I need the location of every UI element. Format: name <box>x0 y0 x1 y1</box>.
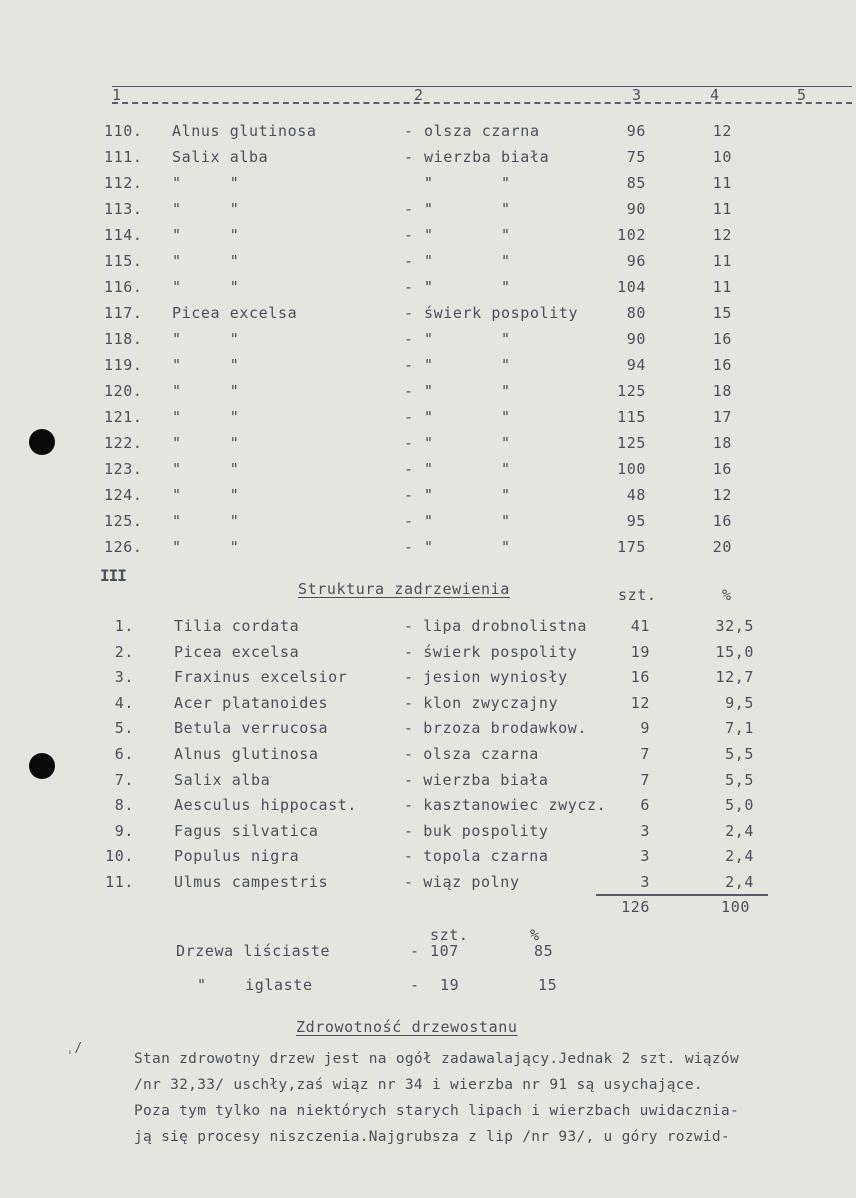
structure-row-number: 1. <box>114 617 134 635</box>
inv-row-height: 90 <box>626 200 646 218</box>
inv-row-number: 117. <box>104 304 143 322</box>
inv-row-dash: - <box>404 486 414 504</box>
inv-row-number: 112. <box>104 174 143 192</box>
structure-row-szt: 3 <box>640 847 650 865</box>
structure-row-number: 10. <box>105 847 134 865</box>
hole-punch-upper <box>29 429 55 455</box>
structure-row-latin: Alnus glutinosa <box>174 745 319 763</box>
inv-row-diameter: 11 <box>712 174 732 192</box>
summary-szt-coniferous: 19 <box>440 976 460 994</box>
structure-row-number: 11. <box>105 873 134 891</box>
inv-row-height: 125 <box>617 382 646 400</box>
structure-row-polish: - olsza czarna <box>404 745 539 763</box>
structure-row-polish: - wierzba biała <box>404 771 549 789</box>
inv-row-diameter: 10 <box>712 148 732 166</box>
header-top-rule <box>112 86 852 87</box>
structure-row-number: 3. <box>114 668 134 686</box>
inv-row-diameter: 16 <box>712 512 732 530</box>
inv-row-latin: " " <box>172 460 240 478</box>
structure-row-latin: Betula verrucosa <box>174 719 329 737</box>
inv-row-dash: - <box>404 538 414 556</box>
hole-punch-lower <box>29 753 55 779</box>
inv-row-number: 110. <box>104 122 143 140</box>
inv-row-dash: - <box>404 252 414 270</box>
structure-row-latin: Tilia cordata <box>174 617 300 635</box>
inv-row-latin: " " <box>172 486 240 504</box>
inv-row-diameter: 18 <box>712 434 732 452</box>
summary-header-szt: szt. <box>430 926 469 944</box>
structure-row-pct: 2,4 <box>725 822 754 840</box>
structure-row-pct: 15,0 <box>715 643 754 661</box>
inv-row-number: 113. <box>104 200 143 218</box>
structure-total-pct: 100 <box>721 898 750 916</box>
structure-total-rule <box>596 894 768 896</box>
inv-row-polish: " " <box>424 486 511 504</box>
inv-row-latin: " " <box>172 252 240 270</box>
inv-row-latin: Alnus glutinosa <box>172 122 317 140</box>
inv-row-number: 118. <box>104 330 143 348</box>
inv-row-dash: - <box>404 278 414 296</box>
inv-row-height: 80 <box>626 304 646 322</box>
summary-label-deciduous: Drzewa liściaste <box>176 942 331 960</box>
inv-row-latin: " " <box>172 226 240 244</box>
inv-row-polish: " " <box>424 174 511 192</box>
section-title: Struktura zadrzewienia <box>298 580 510 598</box>
inv-row-polish: " " <box>424 200 511 218</box>
inv-row-diameter: 16 <box>712 460 732 478</box>
summary-label-coniferous: " iglaste <box>197 976 313 994</box>
inv-row-number: 111. <box>104 148 143 166</box>
structure-row-szt: 6 <box>640 796 650 814</box>
inv-row-number: 125. <box>104 512 143 530</box>
inv-row-height: 175 <box>617 538 646 556</box>
structure-row-polish: - kasztanowiec zwycz. <box>404 796 607 814</box>
inv-row-number: 126. <box>104 538 143 556</box>
structure-row-number: 4. <box>114 694 134 712</box>
structure-row-latin: Salix alba <box>174 771 271 789</box>
summary-header-pct: % <box>530 926 540 944</box>
inv-row-dash: - <box>404 226 414 244</box>
structure-row-pct: 7,1 <box>725 719 754 737</box>
summary-dash-coniferous: - <box>410 976 420 994</box>
structure-row-latin: Ulmus campestris <box>174 873 329 891</box>
inv-row-height: 95 <box>626 512 646 530</box>
inv-row-diameter: 18 <box>712 382 732 400</box>
structure-row-szt: 41 <box>630 617 650 635</box>
inv-row-height: 96 <box>626 252 646 270</box>
inv-row-latin: " " <box>172 512 240 530</box>
inv-row-polish: olsza czarna <box>424 122 540 140</box>
inv-row-height: 75 <box>626 148 646 166</box>
structure-row-number: 6. <box>114 745 134 763</box>
structure-row-polish: - klon zwyczajny <box>404 694 559 712</box>
inv-row-polish: " " <box>424 356 511 374</box>
inv-row-diameter: 17 <box>712 408 732 426</box>
structure-row-polish: - topola czarna <box>404 847 549 865</box>
header-dashed-rule <box>112 102 852 104</box>
inv-row-polish: " " <box>424 460 511 478</box>
header-col-1: 1 <box>112 86 122 104</box>
inv-row-number: 116. <box>104 278 143 296</box>
structure-row-szt: 3 <box>640 822 650 840</box>
structure-row-pct: 9,5 <box>725 694 754 712</box>
inv-row-diameter: 20 <box>712 538 732 556</box>
structure-row-latin: Picea excelsa <box>174 643 300 661</box>
inv-row-number: 124. <box>104 486 143 504</box>
inv-row-polish: " " <box>424 278 511 296</box>
structure-row-szt: 7 <box>640 771 650 789</box>
inv-row-dash: - <box>404 304 414 322</box>
inv-row-latin: " " <box>172 278 240 296</box>
inv-row-number: 121. <box>104 408 143 426</box>
summary-pct-deciduous: 85 <box>534 942 554 960</box>
margin-mark: ˌ/ <box>66 1041 83 1056</box>
inv-row-dash: - <box>404 434 414 452</box>
paragraph-line: ją się procesy niszczenia.Najgrubsza z lip /nr 93/, u góry rozwid- <box>134 1129 730 1145</box>
inv-row-height: 90 <box>626 330 646 348</box>
structure-row-szt: 9 <box>640 719 650 737</box>
structure-row-latin: Fraxinus excelsior <box>174 668 348 686</box>
inv-row-height: 125 <box>617 434 646 452</box>
inv-row-polish: " " <box>424 382 511 400</box>
structure-row-polish: - świerk pospolity <box>404 643 578 661</box>
section-marker: III <box>100 566 126 585</box>
inv-row-diameter: 11 <box>712 278 732 296</box>
structure-row-pct: 12,7 <box>715 668 754 686</box>
inv-row-latin: " " <box>172 538 240 556</box>
structure-row-number: 9. <box>114 822 134 840</box>
inv-row-latin: " " <box>172 382 240 400</box>
inv-row-polish: wierzba biała <box>424 148 550 166</box>
inv-row-diameter: 11 <box>712 200 732 218</box>
structure-row-pct: 5,0 <box>725 796 754 814</box>
structure-row-szt: 16 <box>630 668 650 686</box>
structure-row-polish: - lipa drobnolistna <box>404 617 587 635</box>
inv-row-dash: - <box>404 460 414 478</box>
inv-row-diameter: 12 <box>712 122 732 140</box>
header-col-3: 3 <box>632 86 642 104</box>
structure-row-polish: - wiąz polny <box>404 873 520 891</box>
inv-row-latin: Salix alba <box>172 148 269 166</box>
structure-row-pct: 5,5 <box>725 745 754 763</box>
inv-row-height: 85 <box>626 174 646 192</box>
structure-total-szt: 126 <box>621 898 650 916</box>
paragraph-line: Stan zdrowotny drzew jest na ogół zadawalający.Jednak 2 szt. wiązów <box>134 1051 739 1067</box>
structure-row-latin: Fagus silvatica <box>174 822 319 840</box>
inv-row-dash: - <box>404 330 414 348</box>
inv-row-diameter: 16 <box>712 330 732 348</box>
inv-row-dash: - <box>404 382 414 400</box>
structure-row-szt: 7 <box>640 745 650 763</box>
structure-row-latin: Aesculus hippocast. <box>174 796 357 814</box>
inv-row-diameter: 12 <box>712 486 732 504</box>
inv-row-height: 94 <box>626 356 646 374</box>
structure-row-latin: Acer platanoides <box>174 694 329 712</box>
inv-row-latin: Picea excelsa <box>172 304 298 322</box>
inv-row-polish: " " <box>424 408 511 426</box>
inv-row-number: 119. <box>104 356 143 374</box>
inv-row-latin: " " <box>172 434 240 452</box>
header-col-4: 4 <box>710 86 720 104</box>
structure-row-polish: - brzoza brodawkow. <box>404 719 587 737</box>
inv-row-dash: - <box>404 356 414 374</box>
inv-row-dash: - <box>404 512 414 530</box>
structure-row-pct: 5,5 <box>725 771 754 789</box>
header-col-5: 5 <box>797 86 807 104</box>
inv-row-polish: świerk pospolity <box>424 304 579 322</box>
inv-row-number: 120. <box>104 382 143 400</box>
inv-row-latin: " " <box>172 356 240 374</box>
summary-pct-coniferous: 15 <box>538 976 558 994</box>
inv-row-polish: " " <box>424 538 511 556</box>
inv-row-polish: " " <box>424 252 511 270</box>
inv-row-latin: " " <box>172 174 240 192</box>
structure-row-pct: 32,5 <box>715 617 754 635</box>
inv-row-latin: " " <box>172 408 240 426</box>
structure-row-polish: - buk pospolity <box>404 822 549 840</box>
structure-row-pct: 2,4 <box>725 873 754 891</box>
inv-row-height: 100 <box>617 460 646 478</box>
paragraph-line: Poza tym tylko na niektórych starych lipach i wierzbach uwidacznia- <box>134 1103 739 1119</box>
inv-row-height: 102 <box>617 226 646 244</box>
inv-row-polish: " " <box>424 434 511 452</box>
inv-row-height: 48 <box>626 486 646 504</box>
paragraph-line: /nr 32,33/ uschły,zaś wiąz nr 34 i wierzba nr 91 są usychające. <box>134 1077 703 1093</box>
inv-row-dash: - <box>404 122 414 140</box>
inv-row-height: 115 <box>617 408 646 426</box>
inv-row-number: 123. <box>104 460 143 478</box>
inv-row-polish: " " <box>424 330 511 348</box>
inv-row-diameter: 12 <box>712 226 732 244</box>
structure-header-pct: % <box>722 586 732 604</box>
inv-row-number: 122. <box>104 434 143 452</box>
structure-row-szt: 3 <box>640 873 650 891</box>
inv-row-number: 114. <box>104 226 143 244</box>
inv-row-height: 104 <box>617 278 646 296</box>
inv-row-diameter: 11 <box>712 252 732 270</box>
structure-header-szt: szt. <box>618 586 657 604</box>
inv-row-polish: " " <box>424 512 511 530</box>
inv-row-number: 115. <box>104 252 143 270</box>
structure-row-pct: 2,4 <box>725 847 754 865</box>
inv-row-dash: - <box>404 200 414 218</box>
inv-row-polish: " " <box>424 226 511 244</box>
structure-row-number: 5. <box>114 719 134 737</box>
structure-row-polish: - jesion wyniosły <box>404 668 568 686</box>
structure-row-number: 2. <box>114 643 134 661</box>
inv-row-dash: - <box>404 148 414 166</box>
structure-row-latin: Populus nigra <box>174 847 300 865</box>
inv-row-latin: " " <box>172 200 240 218</box>
structure-row-szt: 12 <box>630 694 650 712</box>
summary-szt-deciduous: 107 <box>430 942 459 960</box>
inv-row-diameter: 16 <box>712 356 732 374</box>
structure-row-number: 7. <box>114 771 134 789</box>
structure-row-szt: 19 <box>630 643 650 661</box>
inv-row-latin: " " <box>172 330 240 348</box>
inv-row-dash: - <box>404 408 414 426</box>
header-col-2: 2 <box>414 86 424 104</box>
inv-row-height: 96 <box>626 122 646 140</box>
health-title: Zdrowotność drzewostanu <box>296 1018 518 1036</box>
inv-row-diameter: 15 <box>712 304 732 322</box>
structure-row-number: 8. <box>114 796 134 814</box>
summary-dash-deciduous: - <box>410 942 420 960</box>
